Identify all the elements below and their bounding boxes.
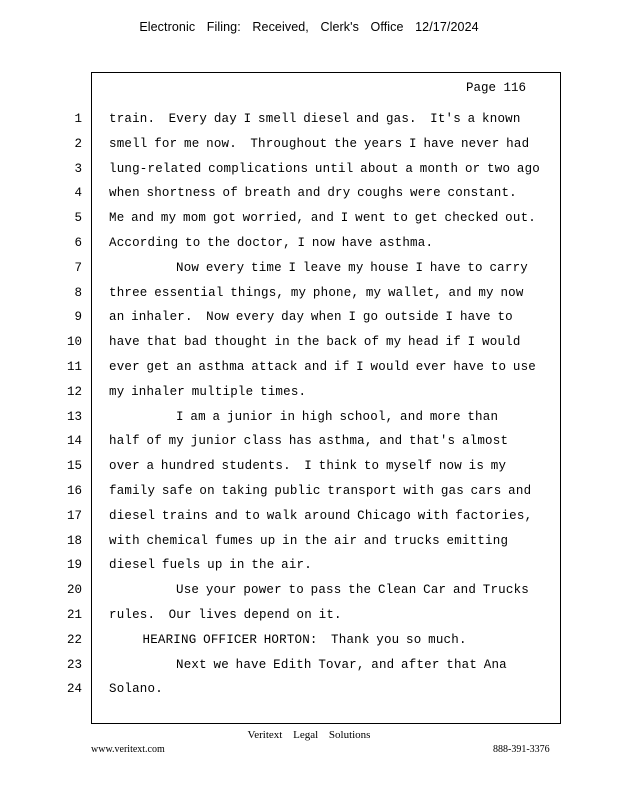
transcript-line: Next we have Edith Tovar, and after that Ana (109, 657, 507, 672)
filing-stamp-header: Electronic Filing: Received, Clerk's Office 12/17/2024 (139, 20, 479, 34)
line-number: 4 (74, 186, 82, 201)
line-number: 11 (66, 360, 82, 374)
transcript-line: smell for me now. Throughout the years I have never had (109, 136, 530, 151)
transcript-line: According to the doctor, I now have asthma. (109, 236, 434, 250)
line-number: 23 (66, 657, 82, 672)
line-number: 10 (66, 335, 82, 350)
transcript-line: diesel fuels up in the air. (109, 558, 312, 573)
line-number: 5 (74, 211, 82, 226)
transcript-line: rules. Our lives depend on it. (109, 608, 342, 622)
transcript-line: Now every time I leave my house I have to carry (109, 260, 528, 275)
transcript-line: train. Every day I smell diesel and gas. It's a known (109, 112, 521, 126)
line-number: 15 (66, 459, 82, 474)
line-number: 22 (66, 632, 82, 647)
line-number: 19 (66, 558, 82, 573)
transcript-line: I am a junior in high school, and more than (109, 409, 499, 424)
transcript-line: over a hundred students. I think to myself now is my (109, 459, 507, 474)
transcript-line: HEARING OFFICER HORTON: Thank you so much. (109, 632, 467, 647)
line-number: 13 (66, 409, 82, 424)
line-number: 21 (66, 608, 82, 622)
transcript-line: family safe on taking public transport with gas cars and (109, 484, 532, 498)
transcript-line: with chemical fumes up in the air and trucks emitting (109, 533, 509, 548)
page-number-label: Page 116 (466, 81, 527, 95)
transcript-line: an inhaler. Now every day when I go outside I have to (109, 310, 513, 325)
line-number: 18 (66, 533, 82, 548)
line-number: 3 (74, 161, 82, 176)
transcript-line: when shortness of breath and dry coughs were constant. (109, 186, 517, 201)
line-number: 1 (74, 112, 82, 126)
line-number: 8 (74, 285, 82, 300)
line-number: 7 (74, 260, 82, 275)
footer-phone: 888-391-3376 (493, 744, 550, 755)
line-number: 17 (66, 508, 82, 523)
line-number: 12 (66, 384, 82, 399)
transcript-line: ever get an asthma attack and if I would ever have to use (109, 360, 536, 374)
line-number: 14 (66, 434, 82, 449)
transcript-line: Use your power to pass the Clean Car and Trucks (109, 583, 529, 598)
footer-website: www.veritext.com (91, 744, 165, 755)
transcript-line: Solano. (109, 682, 163, 697)
line-number: 20 (66, 583, 82, 598)
transcript-line: Me and my mom got worried, and I went to get checked out. (109, 211, 536, 226)
transcript-line: have that bad thought in the back of my head if I would (109, 335, 521, 350)
transcript-line: half of my junior class has asthma, and that's almost (109, 434, 509, 449)
transcript-line: diesel trains and to walk around Chicago with factories, (109, 508, 533, 523)
line-number: 9 (74, 310, 82, 325)
line-number: 24 (66, 682, 82, 697)
line-number: 6 (74, 236, 82, 250)
line-number: 2 (74, 136, 82, 151)
transcript-line: three essential things, my phone, my wallet, and my now (109, 285, 524, 300)
footer-company-name: Veritext Legal Solutions (247, 729, 371, 741)
line-number: 16 (66, 484, 82, 498)
transcript-line: my inhaler multiple times. (109, 384, 307, 399)
transcript-line: lung-related complications until about a month or two ago (109, 161, 540, 176)
